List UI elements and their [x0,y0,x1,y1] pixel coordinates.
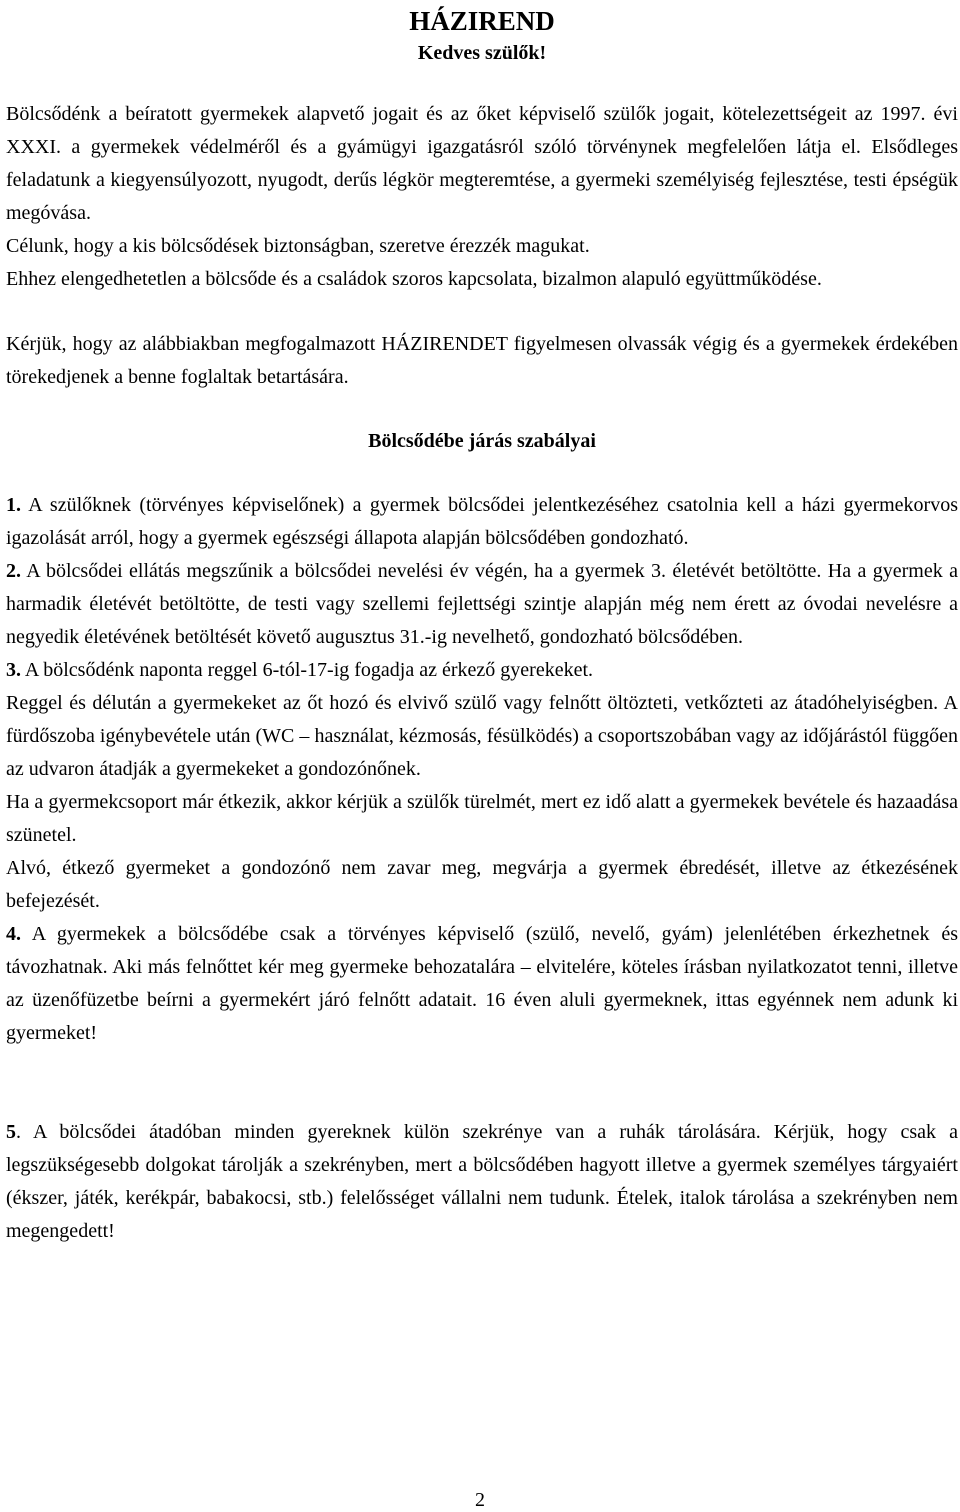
rule-text: . A bölcsődei átadóban minden gyereknek külön szekrénye van a ruhák tárolására. Kérjük, hogy csak a legszükségesebb dolgokat tárolják a szekrényben, mert a bölcsődében hagyott illetve a gyermek személyes tárgyaiért (ékszer, játék, kerékpár, babakocsi, stb.) felelősséget vállalni nem tudunk. Ételek, italok tárolása a szekrényben nem megengedett! [6,1121,958,1242]
page-number: 2 [475,1489,485,1511]
rule-item [6,489,958,555]
rule-number: 1. [6,494,21,516]
rule-item [6,918,958,1050]
rule-text: Ha a gyermekcsoport már étkezik, akkor kérjük a szülők türelmét, mert ez idő alatt a gyermekek bevétele és hazaadása szünetel. [6,791,958,846]
rule-text: A gyermekek a bölcsődébe csak a törvényes képviselő (szülő, nevelő, gyám) jelenlétében érkezhetnek és távozhatnak. Aki más felnőttet kér meg gyermeke behozatalára – elvitelére, köteles írásban nyilatkozatot tenni, illetve az üzenőfüzetbe beírni a gyermekért járó felnőtt adatait. 16 éven aluli gyermeknek, ittas egyénnek nem adunk ki gyermeket! [6,923,958,1044]
rule-text: Alvó, étkező gyermeket a gondozónő nem zavar meg, megvárja a gyermek ébredését, illetve az étkezésének befejezését. [6,857,958,912]
rules-list [6,489,958,1248]
rule-text: A bölcsődei ellátás megszűnik a bölcsődei nevelési év végén, ha a gyermek 3. életévét betöltötte. Ha a gyermek a harmadik életévét betöltötte, de testi vagy szellemi fejlettségi szintje alapján még nem érett az óvodai nevelésre a negyedik életévének betöltését követő augusztus 31.-ig nevelhető, gondozható bölcsődében. [6,560,958,648]
intro-section [6,98,958,296]
rule-item [6,687,958,786]
intro-paragraph: Bölcsődénk a beíratott gyermekek alapvető jogait és az őket képviselő szülők jogait, kötelezettségeit az 1997. évi XXXI. a gyermekek védelméről és a gyámügyi igazgatásról szóló törvénynek megfelelően látja el. Elsődleges feladatunk a kiegyensúlyozott, nyugodt, derűs légkör megteremtése, a gyermeki személyiség fejlesztése, testi épségük megóvása. [6,103,958,224]
rule-text: Reggel és délután a gyermekeket az őt hozó és elvivő szülő vagy felnőtt öltözteti, vetkőzteti az átadóhelyiségben. A fürdőszoba igénybevétele után (WC – használat, kézmosás, fésülködés) a csoportszobában vagy az időjárástól függően az udvaron átadják a gyermekeket a gondozónőnek. [6,692,958,780]
rule-number: 3. [6,659,21,681]
rule-number: 5 [6,1121,16,1143]
rule-item [6,786,958,852]
request-paragraph: Kérjük, hogy az alábbiakban megfogalmazott HÁZIRENDET figyelmesen olvassák végig és a gyermekek érdekében törekedjenek a benne foglaltak betartására. [6,333,958,388]
salutation: Kedves szülők! [417,42,547,64]
rule-item [6,555,958,654]
rule-item [6,1116,958,1248]
intro-paragraph: Ehhez elengedhetetlen a bölcsőde és a családok szoros kapcsolata, bizalmon alapuló együttműködése. [6,268,822,290]
intro-paragraph: Célunk, hogy a kis bölcsődések biztonságban, szeretve érezzék magukat. [6,235,590,257]
rule-text: A bölcsődénk naponta reggel 6-tól-17-ig fogadja az érkező gyerekeket. [21,659,594,681]
rule-item [6,852,958,918]
rule-item [6,654,958,687]
document-title: HÁZIREND [409,6,555,36]
rule-number: 4. [6,923,21,945]
section-heading: Bölcsődébe járás szabályai [368,430,596,452]
document-page [6,0,958,1248]
rule-text: A szülőknek (törvényes képviselőnek) a gyermek bölcsődei jelentkezéséhez csatolnia kell a házi gyermekorvos igazolását arról, hogy a gyermek egészségi állapota alapján bölcsődében gondozható. [6,494,958,549]
rule-number: 2. [6,560,21,582]
